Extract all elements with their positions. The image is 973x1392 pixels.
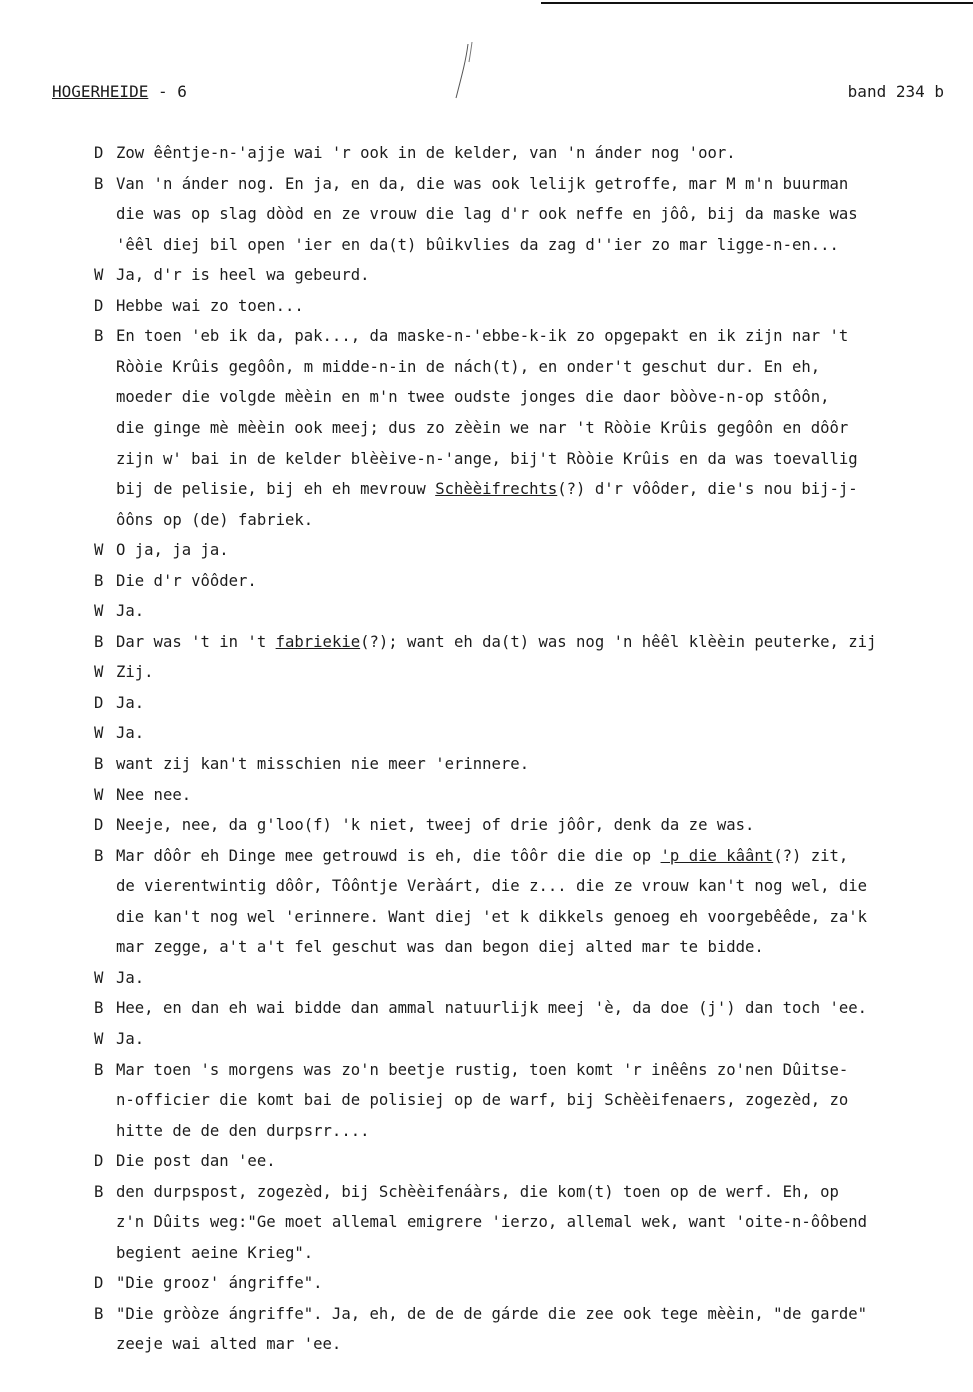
line-text: (?); want eh da(t) was nog 'n hêêl klèèin peuterke, zij: [360, 633, 877, 651]
place-name: HOGERHEIDE: [52, 82, 149, 101]
line-text: Ja.: [116, 724, 145, 742]
transcript-line: [116, 1304, 867, 1324]
transcript-line: [116, 1334, 341, 1354]
tape-reference: band 234 b: [847, 82, 944, 101]
line-text: "Die gròòze ángriffe". Ja, eh, de de de gárde die zee ook tege mèèin, "de garde": [116, 1305, 868, 1323]
transcript-line: [116, 1212, 867, 1232]
speaker-label: B: [94, 633, 104, 651]
line-text: Mar dôôr eh Dinge mee getrouwd is eh, die tôôr die die op: [116, 847, 661, 865]
speaker-label: W: [94, 724, 104, 742]
line-text: Ja, d'r is heel wa gebeurd.: [116, 266, 370, 284]
line-text: bij de pelisie, bij eh eh mevrouw: [116, 480, 436, 498]
transcript-line: [116, 876, 867, 896]
speaker-label: B: [94, 1305, 104, 1323]
speaker-label: B: [94, 755, 104, 773]
transcript-line: [116, 785, 191, 805]
line-text: 'êêl diej bil open 'ier en da(t) bûikvlies da zag d''ier zo mar ligge-n-en...: [116, 236, 839, 254]
transcript-line: [116, 1090, 848, 1110]
line-text: moeder die volgde mèèin en m'n twee oudste jonges die daor bòòve-n-op stôôn,: [116, 388, 830, 406]
line-text: (?) d'r vôôder, die's nou bij-j-: [557, 480, 858, 498]
line-text: Zow êêntje-n-'ajje wai 'r ook in de kelder, van 'n ánder nog 'oor.: [116, 144, 736, 162]
transcript-line: [116, 601, 144, 621]
transcript-line: [116, 1243, 313, 1263]
transcript-line: [116, 326, 848, 346]
speaker-label: W: [94, 786, 104, 804]
speaker-label: W: [94, 969, 104, 987]
speaker-label: B: [94, 1183, 104, 1201]
transcript-line: [116, 907, 867, 927]
speaker-label: B: [94, 175, 104, 193]
transcript-line: [116, 265, 369, 285]
transcript-line: [116, 754, 529, 774]
speaker-label: D: [94, 144, 104, 162]
speaker-label: W: [94, 266, 104, 284]
line-text: Ja.: [116, 694, 145, 712]
line-text: Dar was 't in 't: [116, 633, 276, 651]
speaker-label: D: [94, 816, 104, 834]
underlined-uncertain-word: Schèèifrechts: [435, 480, 558, 498]
transcript-line: [116, 449, 858, 469]
transcript-line: [116, 174, 848, 194]
transcript-line: [116, 235, 839, 255]
line-text: "Die grooz' ángriffe".: [116, 1274, 323, 1292]
transcript-line: [116, 723, 144, 743]
transcript-line: [116, 998, 867, 1018]
transcript-line: [116, 418, 848, 438]
line-text: zijn w' bai in de kelder blèèive-n-'ange, bij't Ròòie Krûis en da was toevallig: [116, 450, 858, 468]
speaker-label: B: [94, 1061, 104, 1079]
speaker-label: D: [94, 297, 104, 315]
line-text: O ja, ja ja.: [116, 541, 229, 559]
line-text: Ja.: [116, 602, 145, 620]
transcript-line: [116, 1060, 848, 1080]
transcript-line: [116, 968, 144, 988]
speaker-label: W: [94, 663, 104, 681]
line-text: die was op slag dòòd en ze vrouw die lag d'r ook neffe en jôô, bij da maske was: [116, 205, 858, 223]
line-text: Ja.: [116, 1030, 145, 1048]
line-text: Die d'r vôôder.: [116, 572, 257, 590]
line-text: Mar toen 's morgens was zo'n beetje rustig, toen komt 'r inêêns zo'nen Dûitse-: [116, 1061, 849, 1079]
transcript-line: [116, 204, 858, 224]
transcript-line: [116, 357, 820, 377]
underlined-uncertain-word: 'p die kâânt: [660, 847, 774, 865]
speaker-label: B: [94, 999, 104, 1017]
transcript-line: [116, 1151, 276, 1171]
transcript-line: [116, 1182, 839, 1202]
transcript-line: [116, 1273, 323, 1293]
transcript-line: [116, 693, 144, 713]
line-text: Neeje, nee, da g'loo(f) 'k niet, tweej of drie jôôr, denk da ze was.: [116, 816, 755, 834]
transcript-line: [116, 937, 764, 957]
line-text: ôôns op (de) fabriek.: [116, 511, 314, 529]
line-text: En toen 'eb ik da, pak..., da maske-n-'ebbe-k-ik zo opgepakt en ik zijn nar 't: [116, 327, 849, 345]
line-text: (?) zit,: [773, 847, 849, 865]
line-text: Ja.: [116, 969, 145, 987]
speaker-label: B: [94, 327, 104, 345]
transcript-line: [116, 1029, 144, 1049]
transcript-line: [116, 143, 736, 163]
line-text: Die post dan 'ee.: [116, 1152, 276, 1170]
line-text: begient aeine Krieg".: [116, 1244, 314, 1262]
line-text: mar zegge, a't a't fel geschut was dan begon diej alted mar te bidde.: [116, 938, 764, 956]
speaker-label: D: [94, 694, 104, 712]
transcript-line: [116, 479, 858, 499]
page-number: - 6: [148, 82, 187, 101]
line-text: zeeje wai alted mar 'ee.: [116, 1335, 342, 1353]
transcript-line: [116, 1121, 369, 1141]
line-text: den durpspost, zogezèd, bij Schèèifenáàrs, die kom(t) toen op de werf. Eh, op: [116, 1183, 839, 1201]
line-text: Van 'n ánder nog. En ja, en da, die was ook lelijk getroffe, mar M m'n buurman: [116, 175, 849, 193]
line-text: die kan't nog wel 'erinnere. Want diej 'et k dikkels genoeg eh voorgebêêde, za'k: [116, 908, 868, 926]
transcript-line: [116, 540, 229, 560]
speaker-label: W: [94, 541, 104, 559]
transcript-line: [116, 662, 154, 682]
speaker-label: B: [94, 572, 104, 590]
line-text: Ròòie Krûis gegôôn, m midde-n-in de nách(t), en onder't geschut dur. En eh,: [116, 358, 821, 376]
line-text: want zij kan't misschien nie meer 'erinnere.: [116, 755, 530, 773]
transcript-line: [116, 846, 848, 866]
line-text: de vierentwintig dôôr, Tôôntje Veràárt, die z... die ze vrouw kan't nog wel, die: [116, 877, 868, 895]
line-text: Hee, en dan eh wai bidde dan ammal natuurlijk meej 'è, da doe (j') dan toch 'ee.: [116, 999, 868, 1017]
line-text: Nee nee.: [116, 786, 192, 804]
speaker-label: B: [94, 847, 104, 865]
line-text: hitte de de den durpsrr....: [116, 1122, 370, 1140]
line-text: die ginge mè mèèin ook meej; dus zo zèèin we nar 't Ròòie Krûis gegôôn en dôôr: [116, 419, 849, 437]
speaker-label: W: [94, 1030, 104, 1048]
transcript-line: [116, 815, 754, 835]
transcript-line: [116, 571, 257, 591]
line-text: Zij.: [116, 663, 154, 681]
transcript-line: [116, 510, 313, 530]
transcript-line: [116, 387, 830, 407]
line-text: z'n Dûits weg:"Ge moet allemal emigrere 'ierzo, allemal wek, want 'oite-n-ôôbend: [116, 1213, 868, 1231]
transcript-line: [116, 296, 304, 316]
line-text: n-officier die komt bai de polisiej op de warf, bij Schèèifenaers, zogezèd, zo: [116, 1091, 849, 1109]
speaker-label: W: [94, 602, 104, 620]
underlined-uncertain-word: fabriekie: [275, 633, 361, 651]
transcript-line: [116, 632, 876, 652]
speaker-label: D: [94, 1274, 104, 1292]
line-text: Hebbe wai zo toen...: [116, 297, 304, 315]
speaker-label: D: [94, 1152, 104, 1170]
